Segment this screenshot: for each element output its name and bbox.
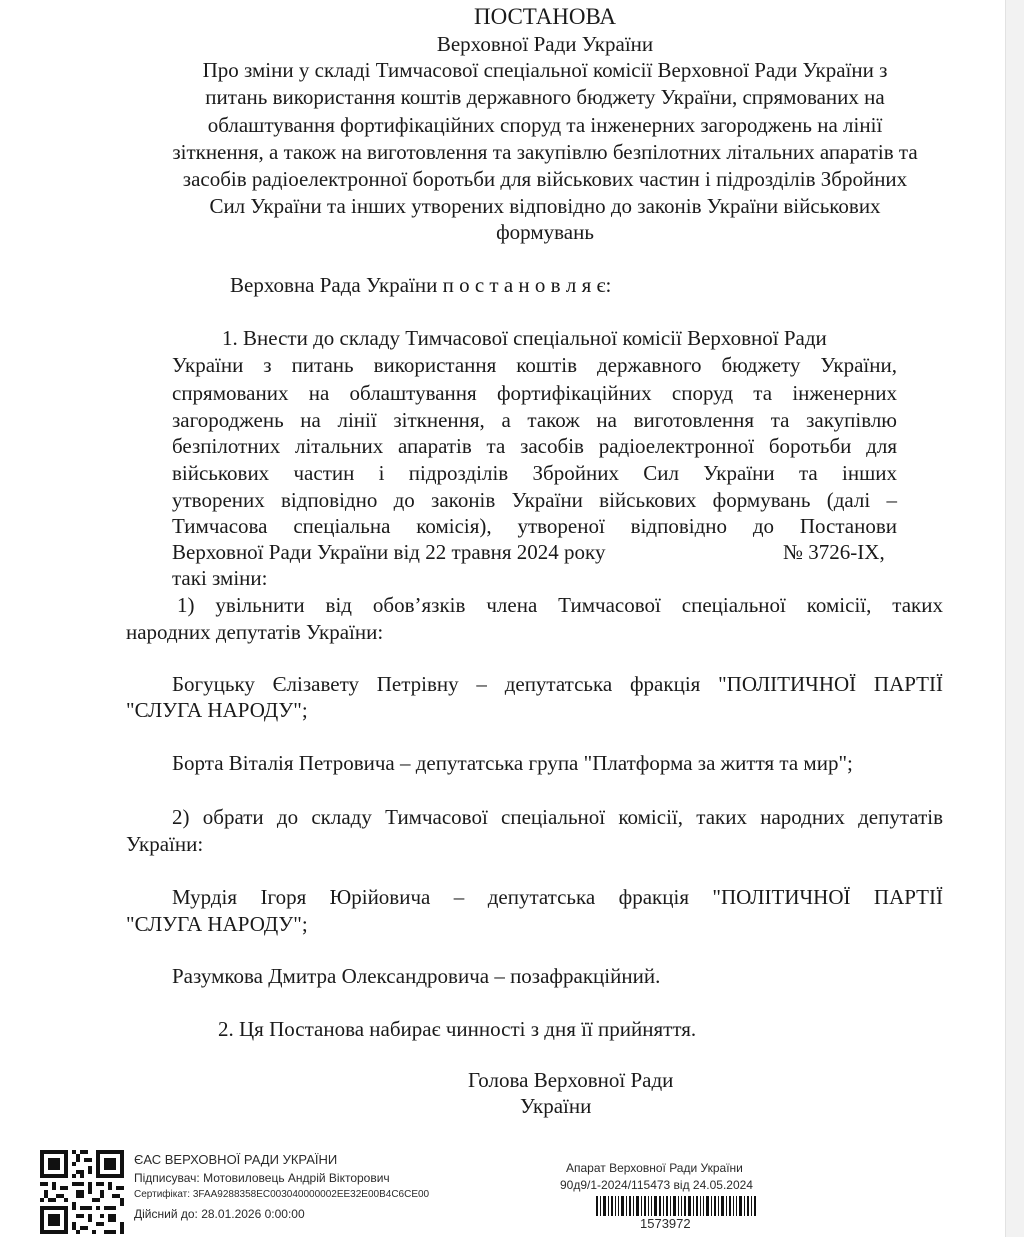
page-edge bbox=[1005, 0, 1024, 1237]
preamble bbox=[230, 272, 611, 298]
heading-line: Про зміни у складі Тимчасової спеціальної комісії Верховної Ради України з bbox=[202, 58, 888, 82]
registration-number: 90д9/1-2024/115473 від 24.05.2024 bbox=[560, 1178, 753, 1192]
heading-line: облаштування фортифікаційних споруд та інженерних загороджень на лінії bbox=[207, 113, 883, 137]
document-title: ПОСТАНОВА bbox=[473, 4, 617, 29]
item2: 2. Ця Постанова набирає чинності з дня її прийняття. bbox=[218, 1017, 697, 1041]
barcode-number: 1573972 bbox=[640, 1216, 691, 1231]
heading-line: Сил України та інших утворених відповідно до законів України військових bbox=[209, 194, 881, 218]
barcode-icon bbox=[596, 1196, 756, 1216]
signature-title: Голова Верховної Ради bbox=[468, 1068, 674, 1092]
sub2-line: України: bbox=[126, 832, 204, 856]
item1-changes: такі зміни: bbox=[172, 566, 268, 590]
preamble-text: Верховна Рада України bbox=[230, 273, 438, 297]
item1-line: України з питань використання коштів державного бюджету України, bbox=[172, 353, 897, 377]
deputy-bort: Борта Віталія Петровича – депутатська група "Платформа за життя та мир"; bbox=[172, 751, 853, 775]
eas-title: ЄАС ВЕРХОВНОЇ РАДИ УКРАЇНИ bbox=[134, 1152, 338, 1167]
item1-line: утворених відповідно до законів України військових формувань (далі – bbox=[172, 488, 897, 512]
heading-line: питань використання коштів державного бюджету України, спрямованих на bbox=[205, 85, 885, 109]
resolution-number: № 3726-IX, bbox=[783, 540, 885, 564]
preamble-resolves: п о с т а н о в л я є: bbox=[442, 273, 612, 297]
deputy-bohutska-cont: "СЛУГА НАРОДУ"; bbox=[126, 698, 308, 722]
heading-line: засобів радіоелектронної боротьби для військових частин і підрозділів Збройних bbox=[182, 167, 908, 191]
deputy-bohutska: Богуцьку Єлізавету Петрівну – депутатська фракція "ПОЛІТИЧНОЇ ПАРТІЇ bbox=[172, 672, 943, 696]
item1-line: Тимчасова спеціальна комісія), утвореної відповідно до Постанови bbox=[172, 514, 897, 538]
heading-line: зіткнення, а також на виготовлення та закупівлю безпілотних літальних апаратів та bbox=[172, 140, 918, 164]
deputy-murdiia: Мурдія Ігоря Юрійовича – депутатська фракція "ПОЛІТИЧНОЇ ПАРТІЇ bbox=[172, 885, 943, 909]
item1-date-line: Верховної Ради України від 22 травня 2024 року bbox=[172, 540, 606, 564]
signer: Підписувач: Мотовиловець Андрій Вікторович bbox=[134, 1171, 390, 1185]
item1-line: безпілотних літальних апаратів та засобів радіоелектронної боротьби для bbox=[172, 434, 897, 458]
apparatus-label: Апарат Верховної Ради України bbox=[566, 1161, 743, 1175]
qr-code-icon bbox=[40, 1150, 124, 1234]
deputy-razumkov: Разумкова Дмитра Олександровича – позафракційний. bbox=[172, 964, 661, 988]
valid-until: Дійсний до: 28.01.2026 0:00:00 bbox=[134, 1207, 305, 1221]
deputy-murdiia-cont: "СЛУГА НАРОДУ"; bbox=[126, 912, 308, 936]
certificate: Сертифікат: 3FAA9288358EC003040000002EE32E00B4C6CE00 bbox=[134, 1189, 430, 1200]
heading-line: формувань bbox=[496, 220, 594, 244]
item1-line: 1. Внести до складу Тимчасової спеціальної комісії Верховної Ради bbox=[222, 326, 827, 350]
document-subtitle: Верховної Ради України bbox=[436, 32, 654, 56]
item1-line: спрямованих на облаштування фортифікаційних споруд та інженерних bbox=[172, 381, 897, 405]
item1-line: загороджень на лінії зіткнення, а також на виготовлення та закупівлю bbox=[172, 408, 897, 432]
sub1-line: 1) увільнити від обов’язків члена Тимчасової спеціальної комісії, таких bbox=[177, 593, 943, 617]
item1-line: військових частин і підрозділів Збройних Сил України та інших bbox=[172, 461, 897, 485]
signature-title-cont: України bbox=[520, 1094, 592, 1118]
sub2-line: 2) обрати до складу Тимчасової спеціальної комісії, таких народних депутатів bbox=[172, 805, 943, 829]
sub1-line: народних депутатів України: bbox=[126, 620, 384, 644]
